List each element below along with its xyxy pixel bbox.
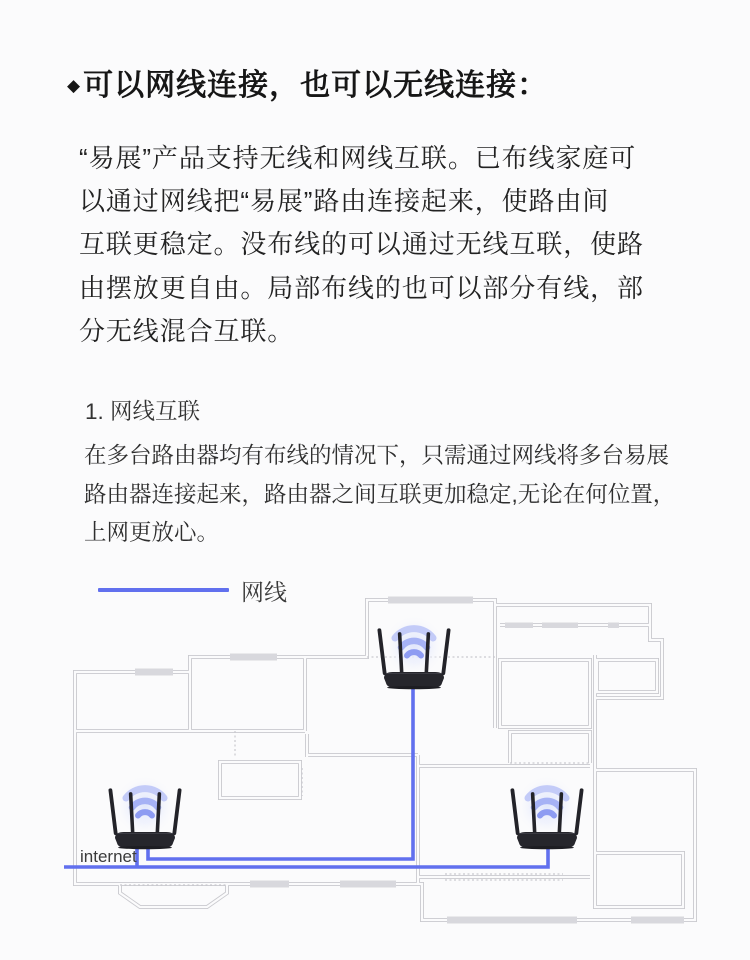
router-icon-right: [510, 775, 583, 849]
page-title: [67, 67, 707, 104]
cable-left-to-top-router: [148, 687, 413, 859]
router-icon-top: [377, 615, 450, 689]
section-title: 1. 网线互联: [85, 399, 201, 424]
section-line: 路由器连接起来，路由器之间互联更加稳定,无论在何位置，: [84, 481, 676, 507]
legend-label: 网线: [241, 578, 287, 605]
intro-line: “易展”产品支持无线和网线互联。已布线家庭可: [79, 143, 637, 173]
intro-line: 互联更稳定。没布线的可以通过无线互联，使路: [79, 229, 644, 260]
legend: [98, 576, 287, 604]
intro-line: 由摆放更自由。局部布线的也可以部分有线，部: [79, 272, 644, 303]
diamond-bullet-icon: ◆: [67, 76, 81, 95]
floorplan-diagram: [60, 590, 700, 925]
internet-label: internet: [80, 847, 137, 866]
section-paragraph: [84, 437, 724, 553]
section-line: 上网更放心。: [84, 520, 220, 546]
section-line: 在多台路由器均有布线的情况下，只需通过网线将多台易展: [84, 443, 670, 468]
page-title-text: 可以网线连接，也可以无线连接：: [83, 69, 549, 102]
intro-line: 分无线混合互联。: [79, 315, 295, 346]
legend-line: [98, 588, 229, 592]
router-icon-left: [108, 775, 181, 849]
intro-paragraph: [79, 137, 699, 353]
intro-line: 以通过网线把“易展”路由连接起来，使路由间: [79, 186, 610, 217]
